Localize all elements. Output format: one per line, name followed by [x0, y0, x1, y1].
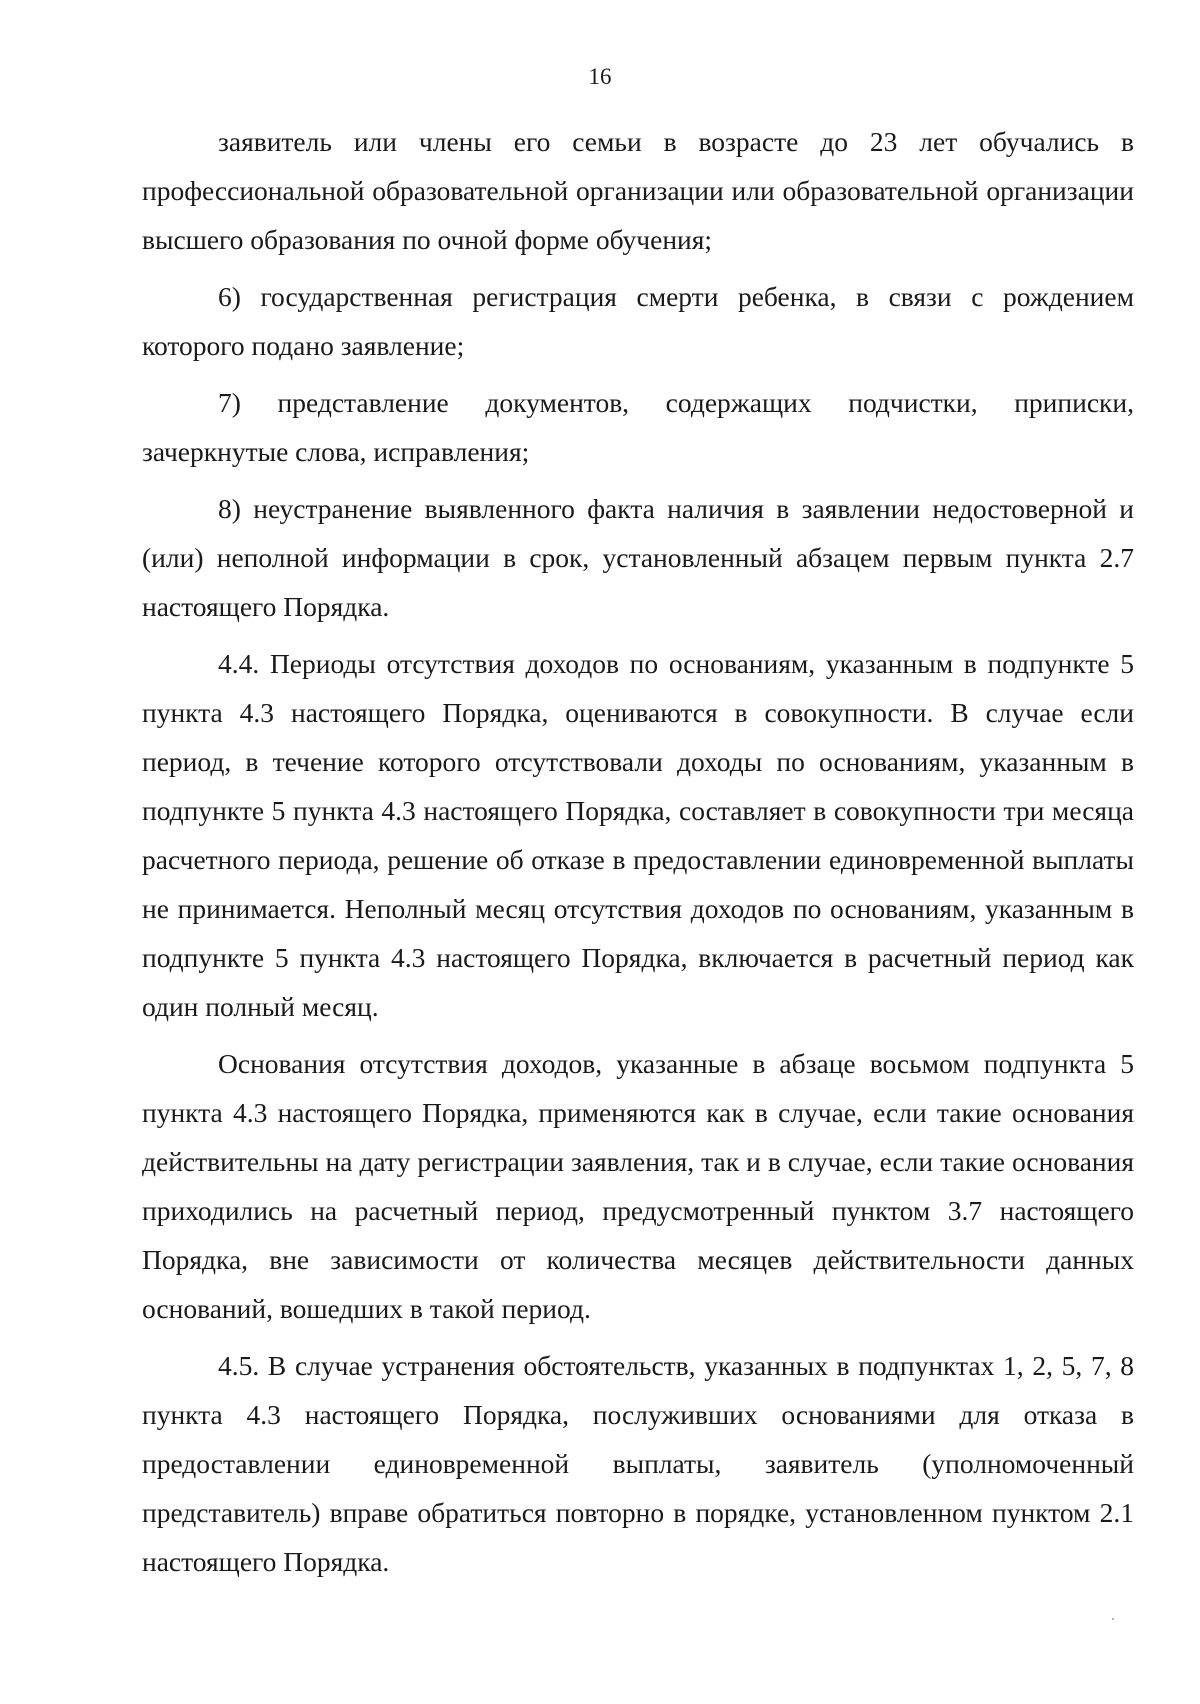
- paragraph-item-6: 6) государственная регистрация смерти ребенка, в связи с рождением которого подано заявление;: [142, 281, 1134, 361]
- paragraph-4-4: 4.4. Периоды отсутствия доходов по основаниям, указанным в подпункте 5 пункта 4.3 настоящего Порядка, оцениваются в совокупности. В случае если период, в течение которого отсутствовали доходы по основаниям, указанным в подпункте 5 пункта 4.3 настоящего Порядка, составляет в совокупности три месяца расчетного периода, решение об отказе в предоставлении единовременной выплаты не принимается. Неполный месяц отсутствия доходов по основаниям, указанным в подпункте 5 пункта 4.3 настоящего Порядка, включается в расчетный период как один полный месяц.: [142, 648, 1134, 1022]
- document-body: [142, 117, 1134, 1586]
- paragraph-4-5: 4.5. В случае устранения обстоятельств, указанных в подпунктах 1, 2, 5, 7, 8 пункта 4.3 настоящего Порядка, послуживших основаниями для отказа в предоставлении единовременной выплаты, заявитель (уполномоченный представитель) вправе обратиться повторно в порядке, установленном пунктом 2.1 настоящего Порядка.: [142, 1350, 1134, 1577]
- scan-speck: [1112, 1618, 1114, 1620]
- paragraph-income-grounds: Основания отсутствия доходов, указанные в абзаце восьмом подпункта 5 пункта 4.3 настоящего Порядка, применяются как в случае, если такие основания действительны на дату регистрации заявления, так и в случае, если такие основания приходились на расчетный период, предусмотренный пунктом 3.7 настоящего Порядка, вне зависимости от количества месяцев действительности данных оснований, вошедших в такой период.: [142, 1048, 1134, 1324]
- paragraph-item-8: 8) неустранение выявленного факта наличия в заявлении недостоверной и (или) неполной информации в срок, установленный абзацем первым пункта 2.7 настоящего Порядка.: [142, 493, 1134, 622]
- paragraph-continuation: заявитель или члены его семьи в возрасте до 23 лет обучались в профессиональной образовательной организации или образовательной организации высшего образования по очной форме обучения;: [142, 126, 1134, 255]
- page-number: 16: [588, 64, 612, 89]
- paragraph-item-7: 7) представление документов, содержащих подчистки, приписки, зачеркнутые слова, исправления;: [142, 387, 1134, 467]
